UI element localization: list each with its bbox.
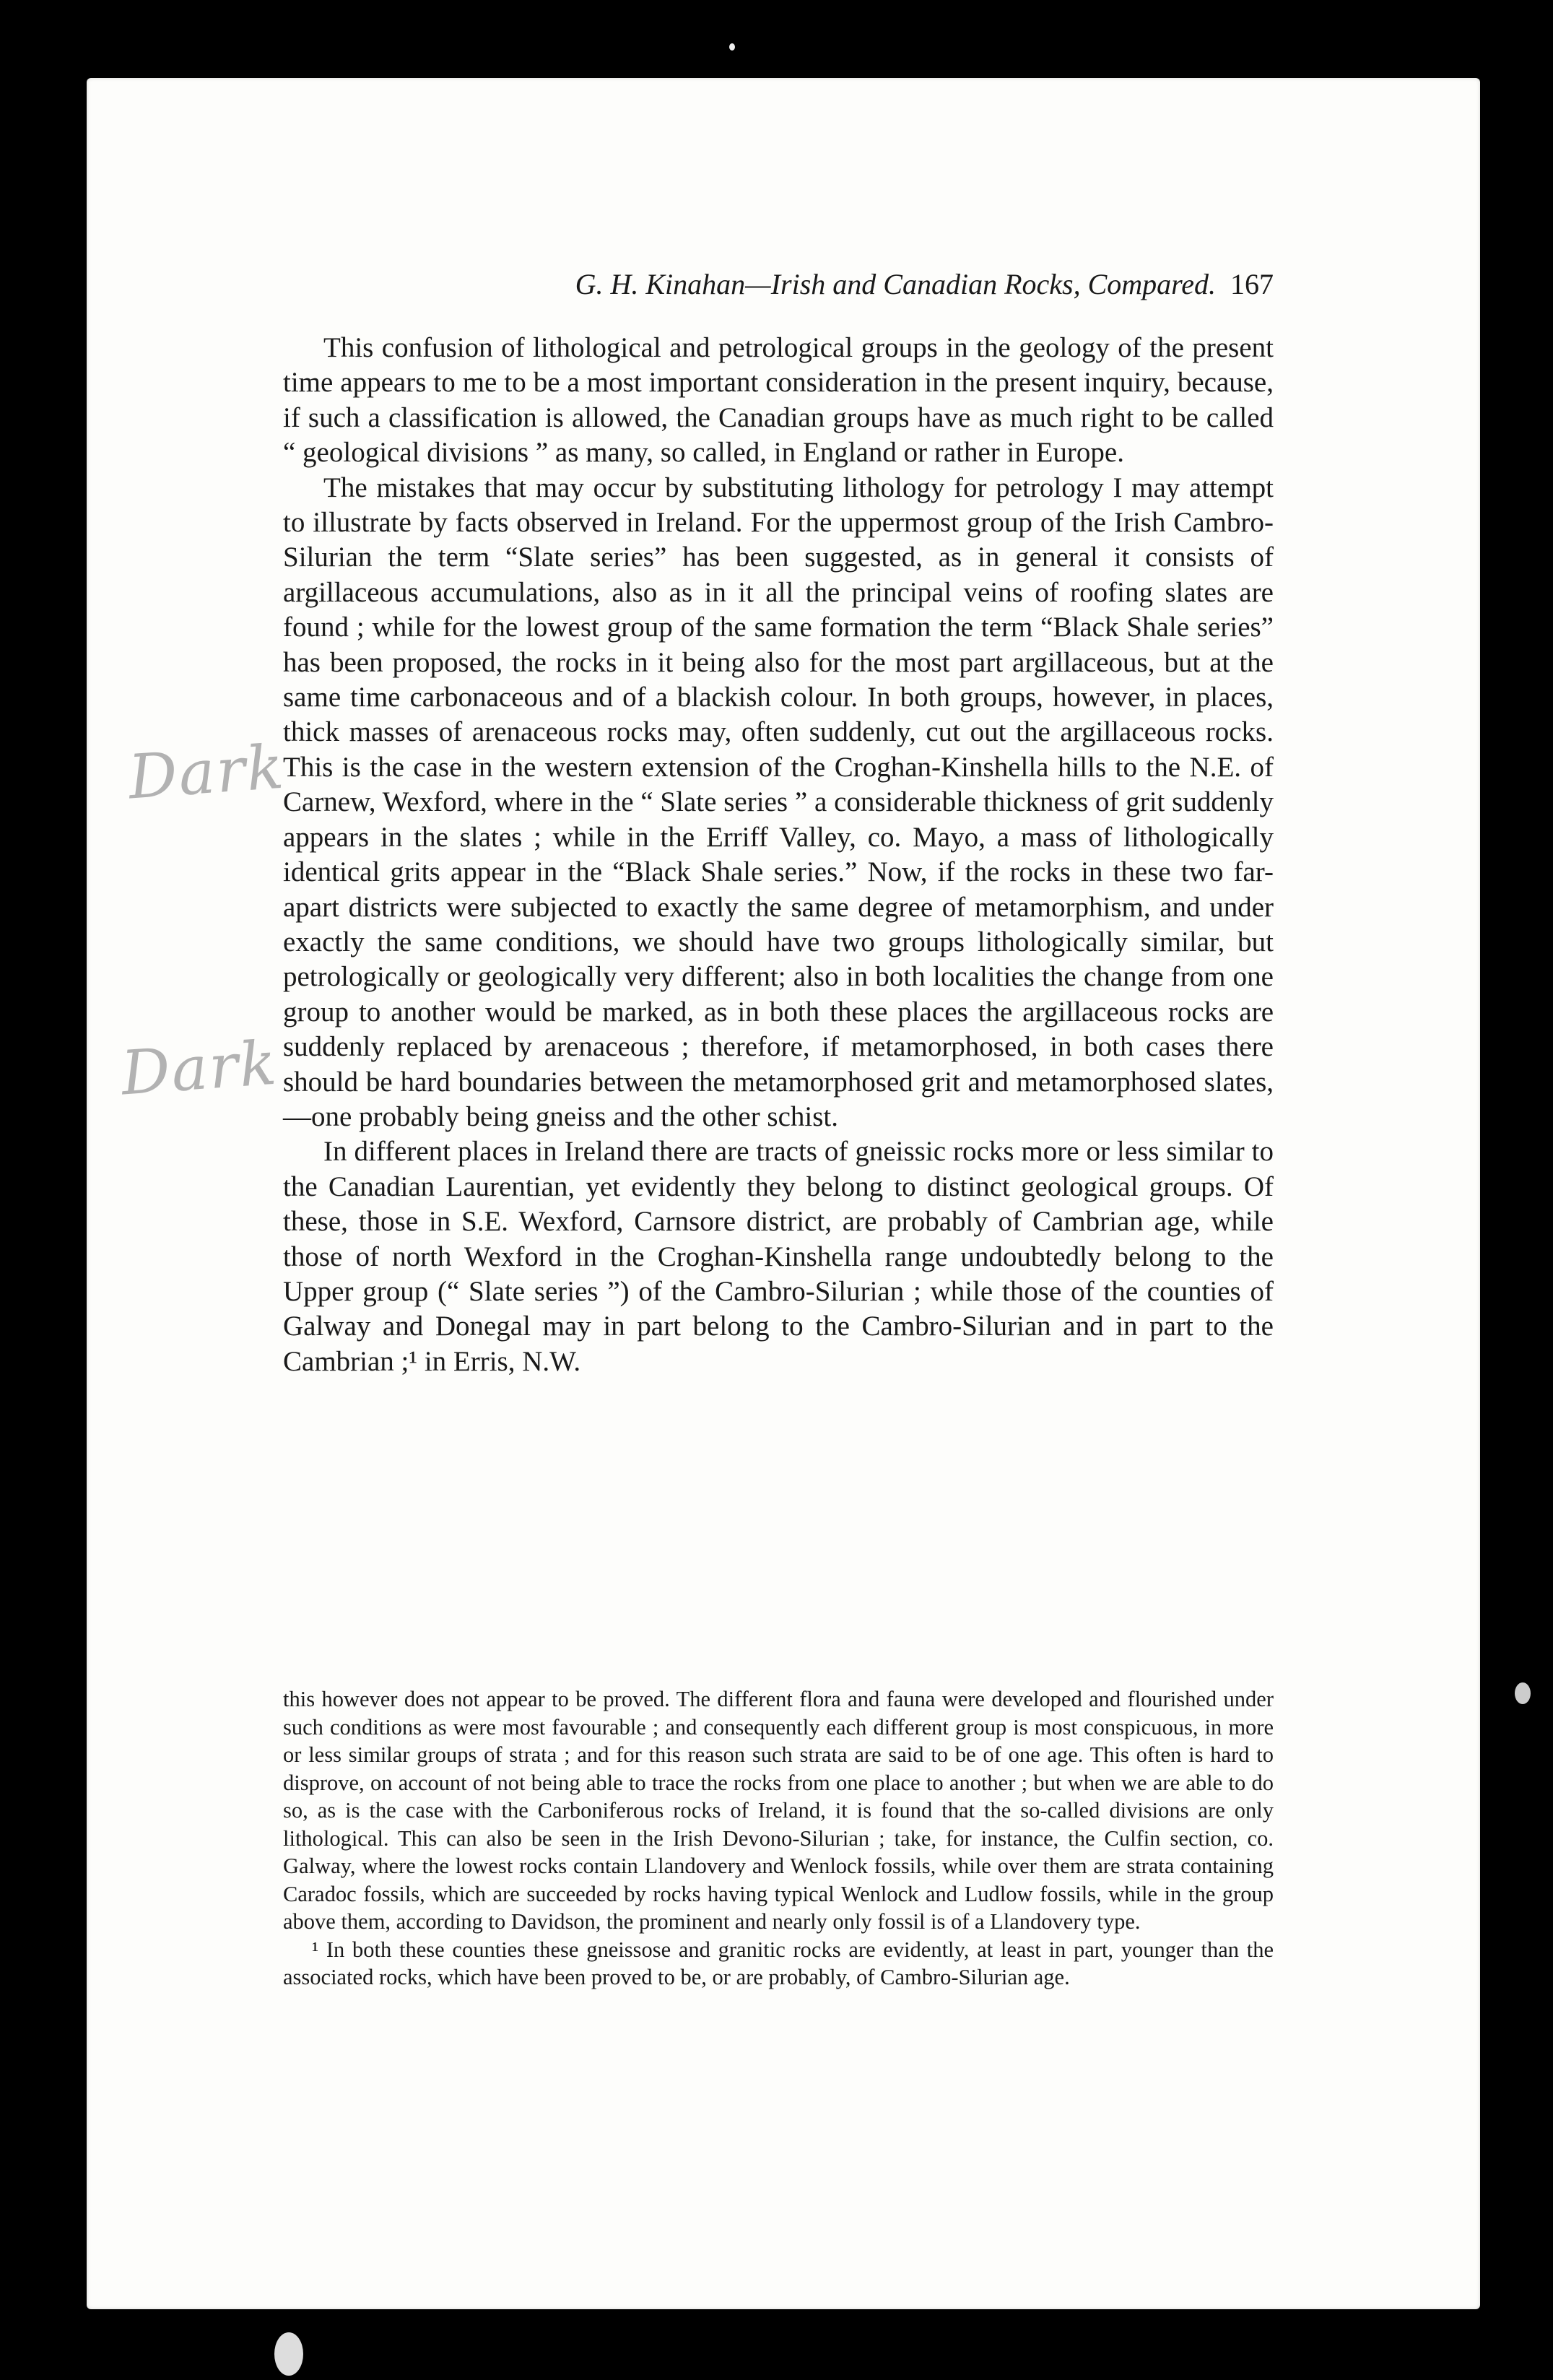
scan-speck [729,43,735,51]
paragraph: The mistakes that may occur by substituting lithology for petrology I may attempt to illustrate by facts observed in Ireland. For the uppermost group of the Irish Cambro-Silurian the term “Slate series” has been suggested, as in general it consists of argillaceous accumulations, also as in it all the principal veins of roofing slates are found ; while for the lowest group of the same formation the term “Black Shale series” has been proposed, the rocks in it being also for the most part argillaceous, but at the same time carbonaceous and of a blackish colour. In both groups, however, in places, thick masses of arenaceous rocks may, often suddenly, cut out the argillaceous rocks. This is the case in the western extension of the Croghan-Kinshella hills to the N.E. of Carnew, Wexford, where in the “ Slate series ” a considerable thickness of grit suddenly appears in the slates ; while in the Erriff Valley, co. Mayo, a mass of lithologically identical grits appear in the “Black Shale series.” Now, if the rocks in these two far-apart districts were subjected to exactly the same degree of metamorphism, and under exactly the same conditions, we should have two groups lithologically similar, but petrologically or geologically very different; also in both localities the change from one group to another would be marked, as in both these places the argillaceous rocks are suddenly replaced by arenaceous ; therefore, if metamorphosed, in both cases there should be hard boundaries between the metamorphosed grit and metamorphosed slates,—one probably being gneiss and the other schist. [283,472,1274,1132]
running-head [283,267,1274,308]
scan-speck [274,2332,303,2376]
footnotes [283,1685,1274,1992]
footnote-continued: this however does not appear to be proved. The different flora and fauna were developed and flourished under such conditions as were most favourable ; and consequently each different group is most conspicuous, in more or less similar groups of strata ; and for this reason such strata are said to be of one age. This often is hard to disprove, on account of not being able to trace the rocks from one place to another ; but when we are able to do so, as is the case with the Carboniferous rocks of Ireland, it is found that the so-called divisions are only lithological. This can also be seen in the Irish Devono-Silurian ; take, for instance, the Culfin section, co. Galway, where the lowest rocks contain Llandovery and Wenlock fossils, while over them are strata containing Caradoc fossils, which are succeeded by rocks having typical Wenlock and Ludlow fossils, while in the group above them, according to Davidson, the prominent and nearly only fossil is of a Llandovery type. [283,1687,1274,1934]
scan-speck [1515,1682,1531,1704]
page-number: 167 [1230,268,1274,300]
footnote-1: ¹ In both these counties these gneissose and granitic rocks are evidently, at least in part, younger than the associated rocks, which have been proved to be, or are probably, of Cambro-Silurian age. [283,1937,1274,1989]
body-text [283,331,1274,1379]
running-head-title: G. H. Kinahan—Irish and Canadian Rocks, Compared. [575,268,1216,300]
handwritten-margin-note: Dark [126,731,287,813]
paragraph: In different places in Ireland there are tracts of gneissic rocks more or less similar to the Canadian Laurentian, yet evidently they belong to distinct geological groups. Of these, those in S.E. Wexford, Carnsore district, are probably of Cambrian age, while those of north Wexford in the Croghan-Kinshella range undoubtedly belong to the Upper group (“ Slate series ”) of the Cambro-Silurian ; while those of the counties of Galway and Donegal may in part belong to the Cambro-Silurian and in part to the Cambrian ;¹ in Erris, N.W. [283,1136,1274,1377]
handwritten-margin-note: Dark [118,1027,280,1109]
paragraph: This confusion of lithological and petrological groups in the geology of the present time appears to me to be a most important consideration in the present inquiry, because, if such a classification is allowed, the Canadian groups have as much right to be called “ geological divisions ” as many, so called, in England or rather in Europe. [283,332,1274,469]
